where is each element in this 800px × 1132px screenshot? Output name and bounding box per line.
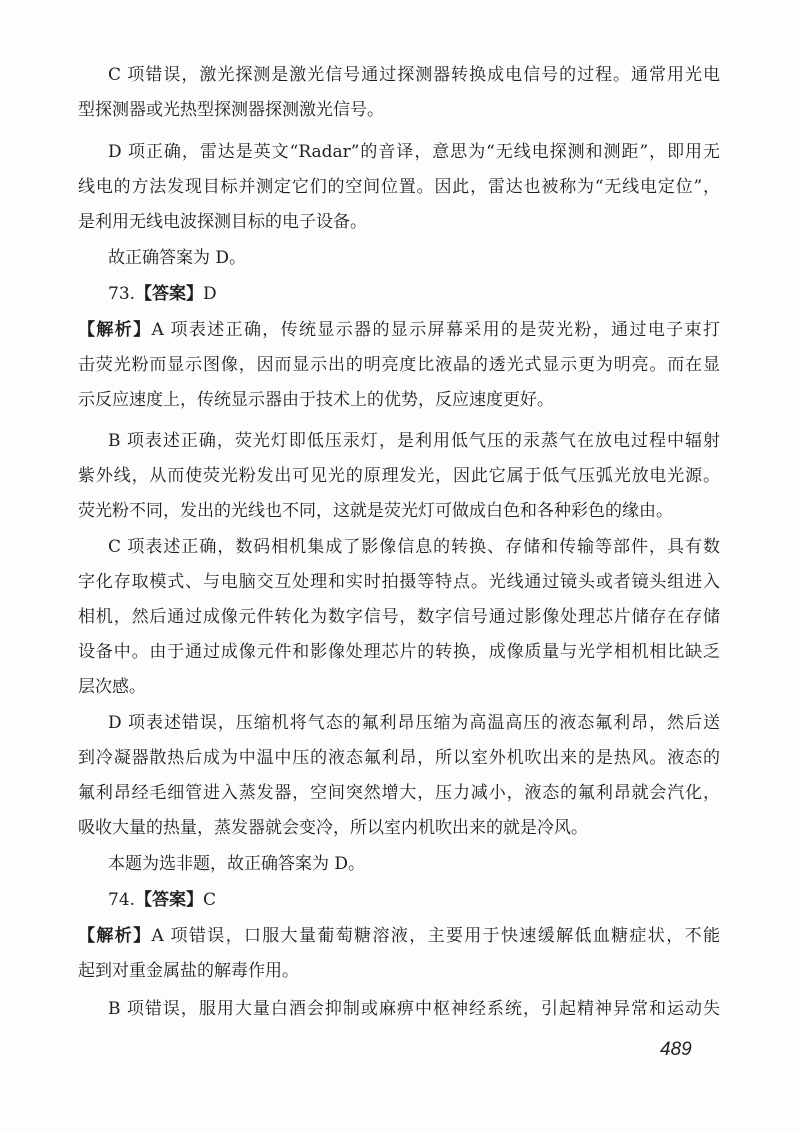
q74-answer-line xyxy=(78,883,720,918)
answer-label: 【答案】 xyxy=(135,890,204,910)
text-line: B 项表述正确，荧光灯即低压汞灯，是利用低气压的汞蒸气在放电过程中辐射 xyxy=(108,431,720,451)
text-line: 本题为选非题，故正确答案为 D。 xyxy=(108,854,366,874)
text-line: 线电的方法发现目标并测定它们的空间位置。因此，雷达也被称为“无线电定位”， xyxy=(78,177,720,197)
answer-label: 【答案】 xyxy=(135,284,204,304)
text-line: D 项正确，雷达是英文“Radar”的音译，意思为“无线电探测和测距”，即用无 xyxy=(108,142,720,162)
answer-value: C xyxy=(203,890,217,910)
q72-option-d-paragraph xyxy=(78,135,720,240)
q72-conclusion xyxy=(78,241,720,276)
text-line xyxy=(78,313,720,348)
page-number: 489 xyxy=(660,1039,692,1060)
q73-option-c-paragraph xyxy=(78,530,720,705)
q73-answer-line xyxy=(78,277,720,312)
text-line: 是利用无线电波探测目标的电子设备。 xyxy=(78,212,367,232)
text-line xyxy=(78,277,720,312)
q73-option-b-paragraph xyxy=(78,424,720,529)
text-line xyxy=(78,883,720,918)
text-line: 吸收大量的热量，蒸发器就会变冷，所以室内机吹出来的就是冷风。 xyxy=(78,818,588,838)
text-body xyxy=(78,58,720,1027)
text-line: D 项表述错误，压缩机将气态的氟利昂压缩为高温高压的液态氟利昂，然后送 xyxy=(108,713,720,733)
q74-analysis-option-a xyxy=(78,919,720,989)
q73-conclusion xyxy=(78,847,720,882)
q73-analysis-option-a xyxy=(78,313,720,418)
analysis-text: A 项错误，口服大量葡萄糖溶液，主要用于快速缓解低血糖症状，不能 xyxy=(151,926,720,946)
text-line: C 项表述正确，数码相机集成了影像信息的转换、存储和传输等部件，具有数 xyxy=(108,537,720,557)
analysis-text: A 项表述正确，传统显示器的显示屏幕采用的是荧光粉，通过电子束打 xyxy=(151,320,720,340)
q74-option-b-paragraph xyxy=(78,992,720,1027)
analysis-label: 【解析】 xyxy=(78,926,152,946)
text-line: 型探测器或光热型探测器探测激光信号。 xyxy=(78,100,384,120)
q73-option-d-paragraph xyxy=(78,706,720,846)
text-line: 起到对重金属盐的解毒作用。 xyxy=(78,961,299,981)
text-line: 相机，然后通过成像元件转化为数字信号，数字信号通过影像处理芯片储存在存储 xyxy=(78,607,720,627)
text-line: 示反应速度上，传统显示器由于技术上的优势，反应速度更好。 xyxy=(78,390,554,410)
answer-value: D xyxy=(203,284,217,304)
text-line: 设备中。由于通过成像元件和影像处理芯片的转换，成像质量与光学相机相比缺乏 xyxy=(78,642,720,662)
text-line: C 项错误，激光探测是激光信号通过探测器转换成电信号的过程。通常用光电 xyxy=(108,65,720,85)
text-line: 层次感。 xyxy=(78,677,146,697)
text-line: 字化存取模式、与电脑交互处理和实时拍摄等特点。光线通过镜头或者镜头组进入 xyxy=(78,572,720,592)
q72-option-c-paragraph xyxy=(78,58,720,128)
text-line: 紫外线，从而使荧光粉发出可见光的原理发光，因此它属于低气压弧光放电光源。 xyxy=(78,466,720,486)
text-line: 氟利昂经毛细管进入蒸发器，空间突然增大，压力减小，液态的氟利昂就会汽化， xyxy=(78,783,720,803)
text-line: 荧光粉不同，发出的光线也不同，这就是荧光灯可做成白色和各种彩色的缘由。 xyxy=(78,501,673,521)
analysis-label: 【解析】 xyxy=(78,320,152,340)
text-line: 击荧光粉而显示图像，因而显示出的明亮度比液晶的透光式显示更为明亮。而在显 xyxy=(78,355,720,375)
text-line xyxy=(78,919,720,954)
text-line: B 项错误，服用大量白酒会抑制或麻痹中枢神经系统，引起精神异常和运动失 xyxy=(108,999,720,1019)
text-line: 到冷凝器散热后成为中温中压的液态氟利昂，所以室外机吹出来的是热风。液态的 xyxy=(78,748,720,768)
text-line: 故正确答案为 D。 xyxy=(108,248,247,268)
question-number: 73. xyxy=(108,284,136,304)
question-number: 74. xyxy=(108,890,136,910)
